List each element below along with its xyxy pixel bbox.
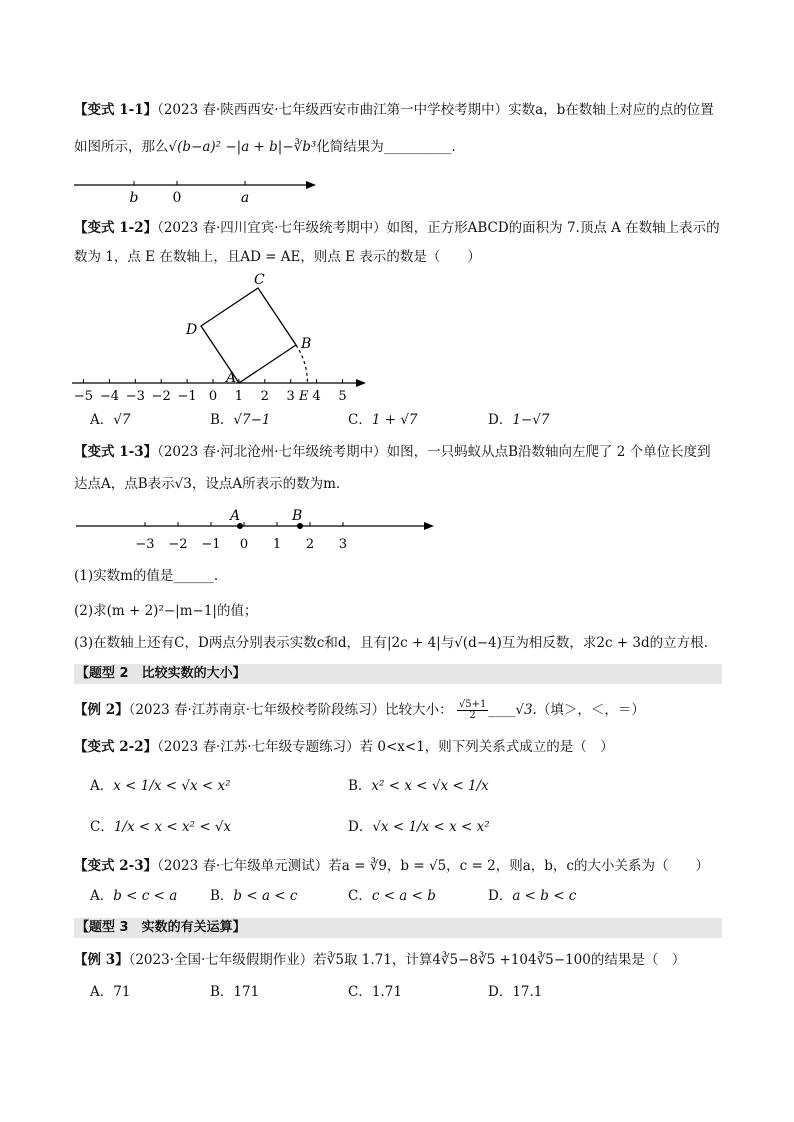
option-value: x < 1/x < √x < x² bbox=[113, 778, 231, 794]
option-letter: C． bbox=[348, 984, 372, 1000]
option-letter: A． bbox=[90, 412, 114, 428]
point-label-a: a bbox=[240, 190, 250, 206]
option-letter: B． bbox=[210, 412, 234, 428]
question-2: (2)求(m + 2)²−|m−1|的值； bbox=[74, 603, 258, 619]
tick-label: −3 bbox=[135, 537, 155, 552]
example-2 bbox=[74, 700, 645, 721]
option-letter: D． bbox=[488, 412, 513, 428]
tick-label: −1 bbox=[177, 389, 197, 404]
option-value: 1 + √7 bbox=[371, 412, 418, 428]
source: （2023 春·江苏南京·七年级校考阶段练习） bbox=[128, 702, 386, 718]
option-value: 1/x < x < x² < √x bbox=[113, 819, 232, 835]
option-value: a < b < c bbox=[512, 888, 577, 904]
square-abcd bbox=[201, 288, 296, 383]
point-label-e: E bbox=[299, 389, 309, 404]
variant-1-1-line1 bbox=[74, 100, 714, 120]
option-a[interactable] bbox=[90, 982, 130, 1002]
source: （2023 春·四川宜宾·七年级统考期中） bbox=[157, 220, 387, 236]
option-value: √7 bbox=[113, 412, 131, 428]
example-tag: 【例 2】 bbox=[74, 702, 129, 718]
option-value: 171 bbox=[233, 984, 260, 1000]
variant-2-3 bbox=[74, 856, 709, 876]
tick-label: −3 bbox=[125, 389, 145, 404]
option-letter: B． bbox=[210, 888, 234, 904]
variant-tag: 【变式 1-2】 bbox=[74, 220, 158, 236]
answer-blank: ____ bbox=[488, 702, 516, 718]
option-a[interactable] bbox=[90, 886, 177, 906]
option-d[interactable] bbox=[488, 886, 576, 906]
option-d[interactable] bbox=[348, 817, 490, 837]
option-b[interactable] bbox=[210, 982, 259, 1002]
option-letter: A． bbox=[90, 778, 114, 794]
option-letter: C． bbox=[348, 412, 372, 428]
math-expression: √3. bbox=[515, 702, 537, 718]
tick-label: −1 bbox=[201, 537, 221, 552]
answer-blank: __________ bbox=[383, 139, 452, 155]
period: . bbox=[451, 139, 456, 155]
option-value: 1−√7 bbox=[512, 412, 550, 428]
section-heading-3 bbox=[74, 918, 722, 938]
math-expression: √(b−a)² −|a + b|−∛b³ bbox=[168, 139, 317, 155]
variant-1-2-line2 bbox=[74, 247, 481, 267]
fraction-numerator: √5+1 bbox=[458, 699, 487, 710]
option-letter: D． bbox=[488, 888, 513, 904]
option-c[interactable] bbox=[90, 817, 231, 837]
option-value: 17.1 bbox=[512, 984, 543, 1000]
option-letter: A． bbox=[90, 984, 114, 1000]
variant-1-3-line2 bbox=[74, 474, 340, 494]
axis-arrow bbox=[356, 379, 366, 387]
tick-label: −2 bbox=[168, 537, 188, 552]
option-c[interactable] bbox=[348, 886, 436, 906]
question-3: (3)在数轴上还有C，D两点分别表示实数c和d，且有|2c + 4|与√(d−4)互为相反数，求2c + 3d的立方根. bbox=[74, 635, 708, 651]
option-value: 71 bbox=[113, 984, 131, 1000]
tick-label: 0 bbox=[239, 537, 249, 552]
option-value: b < c < a bbox=[113, 888, 178, 904]
source: （2023 春·河北沧州·七年级统考期中） bbox=[157, 444, 387, 460]
question-text: 若a = ∛9，b = √5，c = 2，则a，b，c的大小关系为（ ） bbox=[328, 858, 709, 874]
vertex-label-b: B bbox=[301, 336, 312, 352]
number-line-3 bbox=[70, 508, 440, 554]
option-letter: C． bbox=[90, 819, 114, 835]
number-line-1 bbox=[70, 172, 330, 212]
option-value: x² < x < √x < 1/x bbox=[371, 778, 489, 794]
point-label-a: A bbox=[230, 508, 241, 524]
example-3 bbox=[74, 950, 685, 970]
option-value: b < a < c bbox=[233, 888, 298, 904]
variant-tag: 【变式 1-1】 bbox=[74, 102, 158, 118]
variant-1-1-line2 bbox=[74, 137, 456, 157]
question-text: 比较大小： bbox=[385, 702, 453, 718]
option-d[interactable] bbox=[488, 410, 549, 430]
question-text: 化简结果为 bbox=[316, 139, 384, 155]
vertex-label-d: D bbox=[186, 322, 198, 338]
option-value: √7−1 bbox=[233, 412, 271, 428]
fraction bbox=[457, 700, 488, 721]
tick-label: −2 bbox=[151, 389, 171, 404]
hint: （填＞，＜，＝） bbox=[536, 702, 645, 718]
question-text: 若∛5取 1.71，计算4∛5−8∛5 +104∛5−100的结果是（ ） bbox=[313, 952, 686, 968]
tick-label: 1 bbox=[272, 537, 282, 552]
question-text: 实数a，b在数轴上对应的点的位置 bbox=[508, 102, 714, 118]
tick-label: −4 bbox=[99, 389, 119, 404]
option-letter: B． bbox=[348, 778, 372, 794]
source: （2023 春·陕西西安·七年级西安市曲江第一中学校考期中） bbox=[157, 102, 509, 118]
variant-1-2-line1 bbox=[74, 218, 720, 238]
example-tag: 【例 3】 bbox=[74, 952, 129, 968]
tick-label: 3 bbox=[338, 537, 348, 552]
variant-2-2 bbox=[74, 737, 614, 757]
section-title: 【题型 2 比较实数的大小】 bbox=[76, 666, 246, 681]
tick-label: 1 bbox=[234, 389, 244, 404]
option-b[interactable] bbox=[210, 886, 297, 906]
question-text: 达点A，点B表示√3，设点A所表示的数为m. bbox=[74, 476, 341, 492]
vertex-label-a: A bbox=[226, 370, 237, 386]
tick-label: 4 bbox=[312, 389, 321, 404]
section-title: 【题型 3 实数的有关运算】 bbox=[76, 920, 246, 935]
option-letter: C． bbox=[348, 888, 372, 904]
axis-arrow bbox=[424, 522, 434, 530]
tick-label: 2 bbox=[260, 389, 269, 404]
question-1: (1)实数m的值是______. bbox=[74, 568, 219, 584]
option-c[interactable] bbox=[348, 410, 418, 430]
option-value: c < a < b bbox=[371, 888, 436, 904]
variant-tag: 【变式 2-3】 bbox=[74, 858, 158, 874]
option-value: √x < 1/x < x < x² bbox=[372, 819, 490, 835]
variant-tag: 【变式 1-3】 bbox=[74, 444, 158, 460]
option-a[interactable] bbox=[90, 776, 231, 796]
fraction-denominator: 2 bbox=[469, 710, 476, 721]
point-label-b: B bbox=[292, 508, 303, 524]
square-number-line-figure bbox=[70, 268, 380, 410]
option-b[interactable] bbox=[210, 410, 271, 430]
point-label-0: 0 bbox=[172, 190, 182, 206]
question-text: 数为 1，点 E 在数轴上，且AD = AE，则点 E 表示的数是（ ） bbox=[74, 249, 481, 265]
option-a[interactable] bbox=[90, 410, 130, 430]
option-c[interactable] bbox=[348, 982, 402, 1002]
option-letter: D． bbox=[488, 984, 513, 1000]
question-text: 如图，一只蚂蚁从点B沿数轴向左爬了 2 个单位长度到 bbox=[386, 444, 711, 460]
tick-label: 5 bbox=[338, 389, 347, 404]
question-text: 如图，正方形ABCD的面积为 7.顶点 A 在数轴上表示的 bbox=[386, 220, 720, 236]
tick-label: 3 bbox=[286, 389, 295, 404]
vertex-label-c: C bbox=[254, 272, 265, 288]
tick-label: −5 bbox=[73, 389, 94, 404]
question-text: 如图所示，那么 bbox=[74, 139, 169, 155]
tick-label: 2 bbox=[305, 537, 315, 552]
option-letter: A． bbox=[90, 888, 114, 904]
source: （2023 春·江苏·七年级专题练习） bbox=[157, 739, 360, 755]
source: （2023·全国·七年级假期作业） bbox=[128, 952, 314, 968]
option-letter: B． bbox=[210, 984, 234, 1000]
variant-tag: 【变式 2-2】 bbox=[74, 739, 158, 755]
point-label-b: b bbox=[129, 190, 139, 206]
option-d[interactable] bbox=[488, 982, 542, 1002]
variant-1-3-line1 bbox=[74, 442, 711, 462]
tick-label: 0 bbox=[208, 389, 218, 404]
option-value: 1.71 bbox=[371, 984, 402, 1000]
question-text: 若 0<x<1，则下列关系式成立的是（ ） bbox=[359, 739, 614, 755]
option-letter: D． bbox=[348, 819, 373, 835]
option-b[interactable] bbox=[348, 776, 489, 796]
source: （2023 春·七年级单元测试） bbox=[157, 858, 329, 874]
section-heading-2 bbox=[74, 664, 722, 684]
axis-arrow bbox=[306, 181, 316, 189]
